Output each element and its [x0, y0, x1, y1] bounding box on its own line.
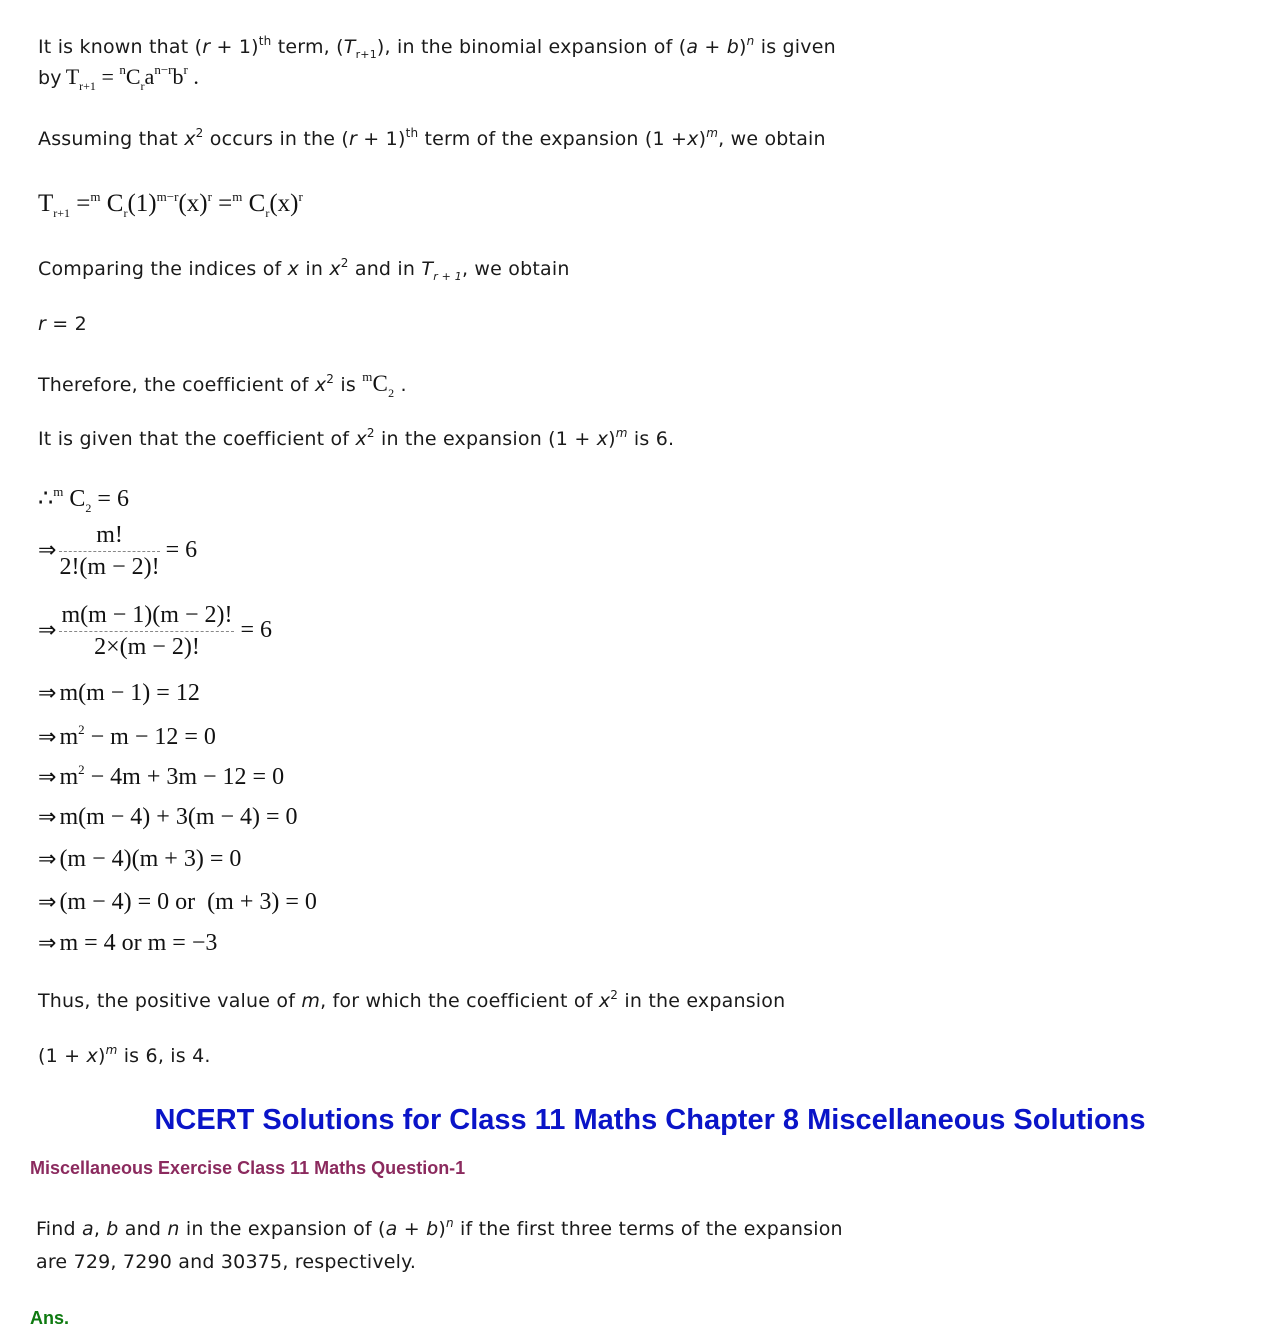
- text: C: [63, 486, 86, 512]
- superscript: r: [207, 189, 212, 204]
- text: in: [299, 258, 330, 280]
- text: and: [118, 1218, 168, 1240]
- text: is given: [754, 36, 836, 58]
- text: T: [38, 190, 54, 217]
- var-r: r: [349, 128, 358, 150]
- var-a: a: [385, 1218, 398, 1240]
- fraction: [59, 522, 159, 581]
- step-9: [38, 889, 317, 916]
- var-x: x: [687, 128, 699, 150]
- text: =: [95, 64, 120, 89]
- var-r: r: [202, 36, 211, 58]
- text: It is known that (: [38, 36, 203, 58]
- text: ): [739, 36, 747, 58]
- text: m: [59, 764, 79, 790]
- therefore-symbol: ∴: [38, 486, 54, 512]
- subscript: r: [140, 79, 145, 93]
- text: and in: [348, 258, 422, 280]
- text: + 1): [210, 36, 259, 58]
- text: (m − 4)(m + 3) = 0: [59, 846, 242, 872]
- text: Assuming that: [38, 128, 185, 150]
- text: = 6: [91, 486, 129, 512]
- text: + 1): [357, 128, 406, 150]
- text: ), in the binomial expansion of (: [376, 36, 687, 58]
- implies-icon: ⇒: [38, 680, 57, 705]
- var-x: x: [314, 374, 327, 396]
- fraction: [59, 602, 234, 661]
- superscript: n−r: [154, 62, 173, 77]
- text: by: [38, 67, 62, 89]
- var-x: x: [287, 258, 300, 280]
- text: ): [698, 128, 707, 150]
- var-m: m: [301, 990, 321, 1012]
- implies-icon: ⇒: [38, 846, 57, 871]
- text: in the expansion (1 +: [374, 428, 597, 450]
- implies-icon: ⇒: [38, 764, 57, 789]
- text: , for which the coefficient of: [320, 990, 599, 1012]
- text: is: [334, 374, 363, 396]
- step-4: [38, 680, 200, 707]
- var-a: a: [81, 1218, 94, 1240]
- text: (m − 4) = 0 or (m + 3) = 0: [59, 889, 317, 915]
- r-value-line: [38, 313, 87, 335]
- var-x: x: [86, 1045, 98, 1067]
- text: =: [211, 190, 233, 217]
- intro-line-1: [38, 34, 836, 61]
- text: (x): [178, 190, 208, 217]
- text: Thus, the positive value of: [38, 990, 302, 1012]
- denominator: 2!(m − 2)!: [59, 554, 160, 580]
- conclusion-line-2: [38, 1045, 211, 1067]
- therefore-line: [38, 369, 407, 400]
- text: m(m − 1) = 12: [59, 680, 200, 706]
- text: .: [187, 64, 199, 89]
- superscript: th: [258, 34, 272, 48]
- text: +: [698, 36, 727, 58]
- implies-icon: ⇒: [38, 724, 57, 749]
- text: in the expansion: [618, 990, 786, 1012]
- general-term-equation: [38, 190, 303, 218]
- text: (1): [127, 190, 157, 217]
- given-line: [38, 428, 674, 450]
- superscript: 2: [326, 372, 335, 386]
- step-8: [38, 846, 241, 873]
- text: if the first three terms of the expansion: [453, 1218, 843, 1240]
- superscript: n: [119, 62, 126, 77]
- question-line-1: [36, 1218, 843, 1240]
- text: T: [65, 64, 80, 89]
- superscript: th: [405, 126, 419, 140]
- var-x: x: [329, 258, 341, 280]
- text: C: [100, 190, 124, 217]
- text: = 2: [46, 313, 87, 335]
- step-2: [38, 522, 197, 581]
- subscript: r+1: [53, 206, 71, 220]
- superscript: 2: [195, 126, 204, 140]
- text: m: [59, 724, 79, 750]
- numerator: m!: [59, 522, 159, 552]
- subscript: r+1: [79, 79, 96, 93]
- text: is 6.: [627, 428, 675, 450]
- text: m(m − 4) + 3(m − 4) = 0: [59, 804, 298, 830]
- numerator: m(m − 1)(m − 2)!: [59, 602, 234, 632]
- section-title: NCERT Solutions for Class 11 Maths Chapter 8 Miscellaneous Solutions: [154, 1104, 1146, 1136]
- text: term of the expansion (1 +: [418, 128, 688, 150]
- text: ,: [93, 1218, 107, 1240]
- text: , we obtain: [461, 258, 570, 280]
- implies-icon: ⇒: [38, 617, 57, 643]
- assume-line: [38, 128, 826, 150]
- subscript: 2: [85, 501, 92, 515]
- intro-line-2: [38, 62, 199, 93]
- text: Comparing the indices of: [38, 258, 288, 280]
- subscript: r+1: [355, 48, 377, 61]
- denominator: 2×(m − 2)!: [94, 634, 200, 660]
- text: C: [372, 371, 389, 396]
- question-line-2: are 729, 7290 and 30375, respectively.: [36, 1251, 417, 1273]
- text: (x): [269, 190, 299, 217]
- var-m: m: [615, 426, 628, 440]
- superscript: m: [53, 484, 64, 499]
- var-a: a: [686, 36, 699, 58]
- var-n: n: [167, 1218, 180, 1240]
- implies-icon: ⇒: [38, 889, 57, 914]
- text: C: [242, 190, 266, 217]
- var-x: x: [355, 428, 367, 450]
- text: b: [172, 64, 184, 89]
- var-n: n: [446, 1216, 454, 1230]
- superscript: r: [183, 62, 188, 77]
- superscript: m−r: [156, 189, 179, 204]
- text: − m − 12 = 0: [84, 724, 216, 750]
- answer-label: Ans.: [30, 1308, 70, 1328]
- subscript: r: [265, 206, 270, 220]
- text: m = 4 or m = −3: [59, 930, 218, 956]
- step-6: [38, 764, 284, 791]
- text: Therefore, the coefficient of: [38, 374, 315, 396]
- compare-line: [38, 256, 570, 283]
- var-m: m: [105, 1043, 118, 1057]
- var-m: m: [706, 126, 719, 140]
- superscript: 2: [78, 762, 85, 777]
- binomial-formula: [65, 62, 199, 93]
- superscript: 2: [78, 722, 85, 737]
- text: is 6, is 4.: [117, 1045, 211, 1067]
- var-x: x: [596, 428, 609, 450]
- subscript: r + 1: [433, 270, 462, 283]
- implies-icon: ⇒: [38, 537, 57, 563]
- superscript: m: [90, 189, 101, 204]
- superscript: 2: [610, 988, 619, 1002]
- superscript: m: [362, 369, 373, 384]
- text: .: [394, 374, 407, 396]
- var-x: x: [598, 990, 611, 1012]
- text: = 6: [234, 617, 273, 644]
- var-n: n: [746, 34, 755, 48]
- var-b: b: [726, 36, 740, 58]
- text: =: [70, 190, 91, 217]
- text: , we obtain: [718, 128, 826, 150]
- text: occurs in the (: [203, 128, 350, 150]
- step-10: [38, 930, 217, 957]
- var-b: b: [426, 1218, 439, 1240]
- superscript: m: [232, 189, 243, 204]
- superscript: r: [298, 189, 303, 204]
- text: ): [97, 1045, 106, 1067]
- text: − 4m + 3m − 12 = 0: [84, 764, 285, 790]
- text: ): [438, 1218, 446, 1240]
- text: term, (: [271, 36, 344, 58]
- implies-icon: ⇒: [38, 930, 57, 955]
- step-1: [38, 484, 129, 513]
- var-T: T: [421, 258, 434, 280]
- text: It is given that the coefficient of: [38, 428, 356, 450]
- conclusion-line-1: [38, 990, 785, 1012]
- text: C: [125, 64, 141, 89]
- text: a: [144, 64, 155, 89]
- text: +: [397, 1218, 427, 1240]
- subscript: r: [123, 206, 128, 220]
- var-b: b: [106, 1218, 119, 1240]
- var-x: x: [184, 128, 196, 150]
- text: (1 +: [38, 1045, 87, 1067]
- text: ): [608, 428, 616, 450]
- var-T: T: [343, 36, 356, 58]
- text: Find: [36, 1218, 82, 1240]
- superscript: 2: [340, 256, 349, 270]
- var-r: r: [38, 313, 47, 335]
- step-5: [38, 724, 216, 751]
- question-heading: Miscellaneous Exercise Class 11 Maths Question-1: [30, 1158, 466, 1178]
- text: = 6: [159, 537, 198, 564]
- superscript: 2: [366, 426, 375, 440]
- step-7: [38, 804, 298, 831]
- step-3: [38, 602, 272, 661]
- subscript: 2: [388, 386, 395, 400]
- text: in the expansion of (: [179, 1218, 386, 1240]
- implies-icon: ⇒: [38, 804, 57, 829]
